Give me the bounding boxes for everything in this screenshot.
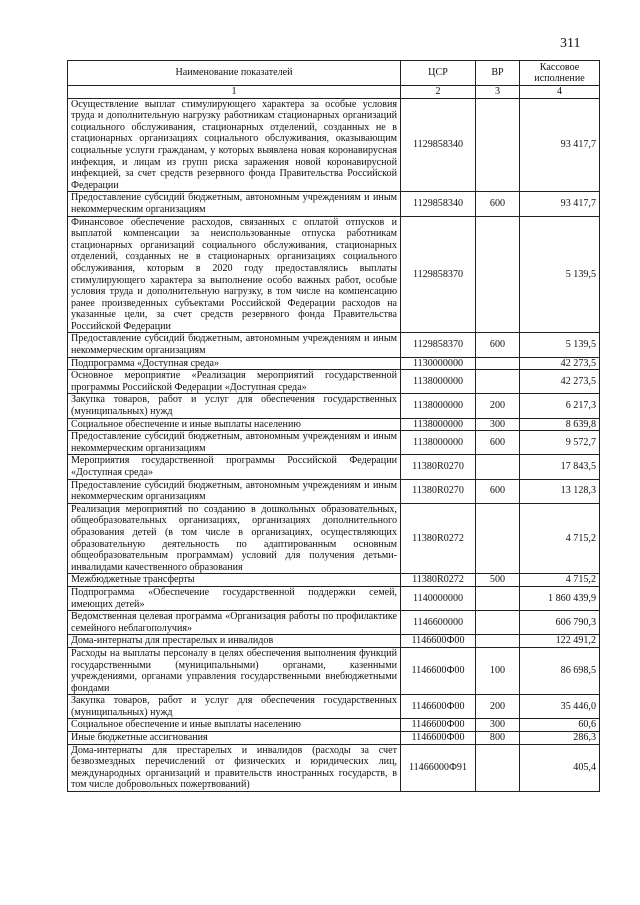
row-name: Дома-интернаты для престарелых и инвалидов [68,635,401,648]
row-amount: 86 698,5 [520,647,600,694]
row-amount: 93 417,7 [520,192,600,216]
row-vr [476,98,520,192]
row-amount: 60,6 [520,719,600,732]
table-row [68,479,600,503]
table-row [68,333,600,357]
row-csr: 1129858340 [401,98,476,192]
row-amount: 13 128,3 [520,479,600,503]
row-vr [476,455,520,479]
table-row [68,192,600,216]
row-amount: 4 715,2 [520,503,600,574]
row-vr: 200 [476,394,520,418]
row-csr: 1146600Ф00 [401,695,476,719]
row-csr: 1146600Ф00 [401,635,476,648]
row-vr [476,503,520,574]
row-name: Осуществление выплат стимулирующего характера за особые условия труда и дополнительную нагрузку работникам стационарных организаций социального обслуживания, стационарных отделений, созданных не в стационарных организациях социального обслуживания, оказывающим социальные услуги гражданам, у которых выявлена новая коронавирусная инфекция, и лицам из групп риска заражения новой коронавирусной инфекцией, за счет средств резервного фонда Правительства Российской Федерации [68,98,401,192]
row-csr: 1138000000 [401,418,476,431]
table-header-row [68,61,600,86]
table-row [68,357,600,370]
row-csr: 1129858370 [401,333,476,357]
table-row [68,418,600,431]
table-row [68,503,600,574]
row-amount: 5 139,5 [520,333,600,357]
row-vr: 200 [476,695,520,719]
row-vr [476,744,520,791]
column-number: 4 [520,86,600,99]
row-amount: 606 790,3 [520,611,600,635]
row-csr: 11380R0272 [401,574,476,587]
row-vr: 600 [476,431,520,455]
table-row [68,719,600,732]
row-name: Предоставление субсидий бюджетным, автономным учреждениям и иным некоммерческим организациям [68,333,401,357]
row-csr: 1129858370 [401,216,476,333]
row-name: Закупка товаров, работ и услуг для обеспечения государственных (муниципальных) нужд [68,695,401,719]
row-csr: 1138000000 [401,431,476,455]
table-row [68,216,600,333]
row-amount: 405,4 [520,744,600,791]
table-row [68,695,600,719]
page-number: 311 [560,36,581,51]
row-name: Основное мероприятие «Реализация мероприятий государственной программы Российской Федерации «Доступная среда» [68,370,401,394]
row-amount: 4 715,2 [520,574,600,587]
row-vr: 100 [476,647,520,694]
row-csr: 1146600Ф00 [401,719,476,732]
table-row [68,370,600,394]
row-name: Финансовое обеспечение расходов, связанных с оплатой отпусков и выплатой компенсации за неиспользованные отпуска работникам стационарных организаций социального обслуживания, стационарных отделений, созданных не в стационарных организациях социального обслуживания, которым в 2020 году предоставлялись выплаты стимулирующего характера за выполнение особо важных работ, особые условия труда и дополнительную нагрузку, в том числе на компенсацию ранее произведенных субъектами Российской Федерации расходов на указанные цели, за счет средств резервного фонда Правительства Российской Федерации [68,216,401,333]
row-vr: 600 [476,479,520,503]
row-name: Социальное обеспечение и иные выплаты населению [68,719,401,732]
row-amount: 1 860 439,9 [520,586,600,610]
column-number: 3 [476,86,520,99]
table-row [68,574,600,587]
row-amount: 6 217,3 [520,394,600,418]
table-row [68,98,600,192]
header-csr: ЦСР [401,61,476,86]
row-name: Предоставление субсидий бюджетным, автономным учреждениям и иным некоммерческим организациям [68,431,401,455]
row-vr [476,370,520,394]
table-row [68,455,600,479]
row-amount: 9 572,7 [520,431,600,455]
row-name: Расходы на выплаты персоналу в целях обеспечения выполнения функций государственными (муниципальными) органами, казенными учреждениями, органами управления государственными внебюджетными фондами [68,647,401,694]
table-row [68,744,600,791]
row-csr: 1138000000 [401,394,476,418]
row-csr: 11380R0272 [401,503,476,574]
row-vr: 500 [476,574,520,587]
row-vr: 300 [476,719,520,732]
row-csr: 1140000000 [401,586,476,610]
row-name: Межбюджетные трансферты [68,574,401,587]
column-number: 1 [68,86,401,99]
row-name: Подпрограмма «Доступная среда» [68,357,401,370]
row-name: Социальное обеспечение и иные выплаты населению [68,418,401,431]
row-csr: 11466000Ф91 [401,744,476,791]
header-amount: Кассовое исполнение [520,61,600,86]
header-vr: ВР [476,61,520,86]
row-vr [476,586,520,610]
row-name: Иные бюджетные ассигнования [68,732,401,745]
row-amount: 286,3 [520,732,600,745]
row-name: Реализация мероприятий по созданию в дошкольных образовательных, общеобразовательных организациях, организациях дополнительного образования детей (в том числе в организациях, осуществляющих образовательную деятельность по адаптированным основным общеобразовательным программам) условий для получения детьми-инвалидами качественного образования [68,503,401,574]
row-csr: 11380R0270 [401,479,476,503]
table-row [68,732,600,745]
row-csr: 1146600Ф00 [401,732,476,745]
row-name: Дома-интернаты для престарелых и инвалидов (расходы за счет безвозмездных перечислений от физических и юридических лиц, международных организаций и правительств иностранных государств, в том числе добровольных пожертвований) [68,744,401,791]
row-csr: 1130000000 [401,357,476,370]
table-row [68,647,600,694]
table-body [68,98,600,791]
row-amount: 93 417,7 [520,98,600,192]
column-number: 2 [401,86,476,99]
row-vr: 600 [476,192,520,216]
row-name: Закупка товаров, работ и услуг для обеспечения государственных (муниципальных) нужд [68,394,401,418]
table-row [68,635,600,648]
row-vr [476,216,520,333]
row-csr: 1138000000 [401,370,476,394]
row-vr: 800 [476,732,520,745]
table-row [68,586,600,610]
row-amount: 8 639,8 [520,418,600,431]
row-name: Мероприятия государственной программы Российской Федерации «Доступная среда» [68,455,401,479]
table-row [68,611,600,635]
row-amount: 17 843,5 [520,455,600,479]
row-vr [476,611,520,635]
table-row [68,431,600,455]
row-vr: 300 [476,418,520,431]
row-csr: 1146600000 [401,611,476,635]
row-csr: 11380R0270 [401,455,476,479]
row-amount: 122 491,2 [520,635,600,648]
budget-table [67,60,600,792]
header-name: Наименование показателей [68,61,401,86]
table-row [68,394,600,418]
row-csr: 1129858340 [401,192,476,216]
row-amount: 5 139,5 [520,216,600,333]
row-name: Подпрограмма «Обеспечение государственной поддержки семей, имеющих детей» [68,586,401,610]
row-vr [476,357,520,370]
row-name: Предоставление субсидий бюджетным, автономным учреждениям и иным некоммерческим организациям [68,479,401,503]
row-amount: 35 446,0 [520,695,600,719]
column-number-row [68,86,600,99]
row-amount: 42 273,5 [520,370,600,394]
row-amount: 42 273,5 [520,357,600,370]
row-vr [476,635,520,648]
row-name: Ведомственная целевая программа «Организация работы по профилактике семейного неблагополучия» [68,611,401,635]
row-name: Предоставление субсидий бюджетным, автономным учреждениям и иным некоммерческим организациям [68,192,401,216]
row-vr: 600 [476,333,520,357]
row-csr: 1146600Ф00 [401,647,476,694]
